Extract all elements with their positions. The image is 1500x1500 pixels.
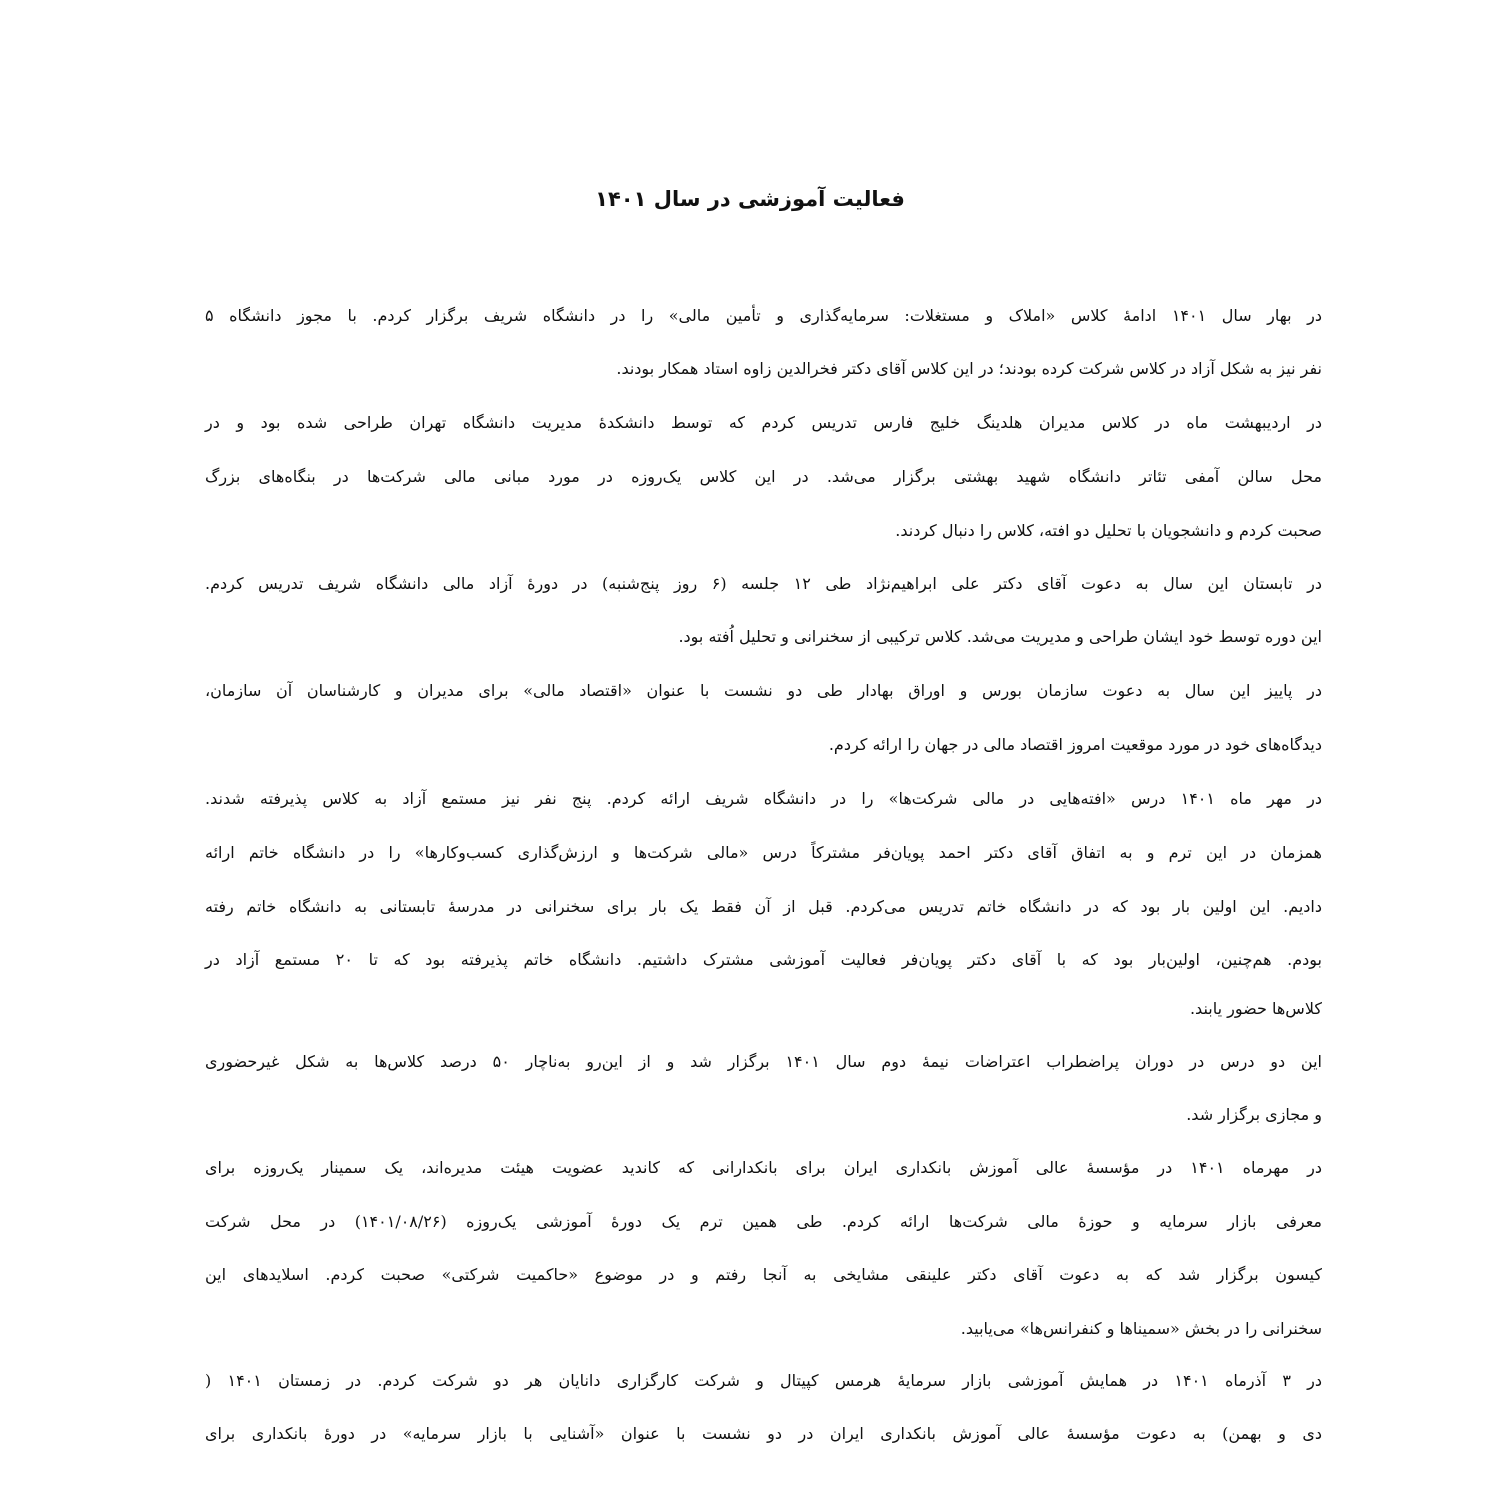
paragraph-line: در مهرماه ۱۴۰۱ در مؤسسهٔ عالی آموزش بانکداری ایران برای بانکدارانی که کاندید عضویت هیئت مدیره‌اند، یک سمینار یک‌روزه برای — [205, 1158, 1323, 1177]
paragraph-line: در ۳ آذرماه ۱۴۰۱ در همایش آموزشی بازار سرمایهٔ هرمس کپیتال و شرکت کارگزاری دانایان هر دو شرکت کردم. در زمستان ۱۴۰۱ ( — [205, 1371, 1323, 1390]
paragraph-line: دادیم. این اولین بار بود که در دانشگاه خاتم تدریس می‌کردم. قبل از آن فقط یک بار برای سخنرانی در مدرسهٔ تابستانی به دانشگاه خاتم رفته — [205, 897, 1322, 916]
paragraph-line: صحبت کردم و دانشجویان با تحلیل دو افته، کلاس را دنبال کردند. — [895, 521, 1322, 540]
paragraph-line: نفر نیز به شکل آزاد در کلاس شرکت کرده بودند؛ در این کلاس آقای دکتر فخرالدین زاوه استاد همکار بودند. — [616, 359, 1322, 378]
page-title: فعالیت آموزشی در سال ۱۴۰۱ — [595, 186, 905, 211]
paragraph-line: در بهار سال ۱۴۰۱ ادامهٔ کلاس «املاک و مستغلات: سرمایه‌گذاری و تأمین مالی» را در دانشگاه شریف برگزار کردم. با مجوز دانشگاه ۵ — [205, 306, 1323, 325]
paragraph-line: محل سالن آمفی تئاتر دانشگاه شهید بهشتی برگزار می‌شد. در این کلاس یک‌روزه در مورد مبانی مالی شرکت‌ها در بنگاه‌های بزرگ — [205, 467, 1323, 486]
paragraph-line: معرفی بازار سرمایه و حوزهٔ مالی شرکت‌ها ارائه کردم. طی همین ترم یک دورهٔ آموزشی یک‌روزه (۱۴۰۱/۰۸/۲۶) در محل شرکت — [205, 1212, 1322, 1231]
paragraph-line: دیدگاه‌های خود در مورد موقعیت امروز اقتصاد مالی در جهان را ارائه کردم. — [828, 735, 1322, 754]
paragraph-line: این دو درس در دوران پراضطراب اعتراضات نیمهٔ دوم سال ۱۴۰۱ برگزار شد و از این‌رو به‌ناچار ۵۰ درصد کلاس‌ها به شکل غیرحضوری — [205, 1052, 1323, 1071]
paragraph-line: این دوره توسط خود ایشان طراحی و مدیریت می‌شد. کلاس ترکیبی از سخنرانی و تحلیل اُفته بود. — [678, 627, 1322, 646]
paragraph-line: بودم. هم‌چنین، اولین‌بار بود که با آقای دکتر پویان‌فر فعالیت آموزشی مشترک داشتیم. دانشگاه خاتم پذیرفته بود که تا ۲۰ مستمع آزاد در — [205, 950, 1322, 969]
paragraph-line: کلاس‌ها حضور یابند. — [1189, 999, 1322, 1018]
paragraph-line: در مهر ماه ۱۴۰۱ درس «افته‌هایی در مالی شرکت‌ها» را در دانشگاه شریف ارائه کردم. پنج نفر نیز مستمع آزاد به کلاس پذیرفته شدند. — [205, 789, 1322, 808]
paragraph-line: کیسون برگزار شد که به دعوت آقای دکتر علینقی مشایخی به آنجا رفتم و در موضوع «حاکمیت شرکتی» صحبت کردم. اسلایدهای این — [205, 1265, 1322, 1284]
paragraph-line: سخنرانی را در بخش «سمیناها و کنفرانس‌ها» می‌یابید. — [960, 1319, 1322, 1338]
paragraph-line: در پاییز این سال به دعوت سازمان بورس و اوراق بهادار طی دو نشست با عنوان «اقتصاد مالی» برای مدیران و کارشناسان آن سازمان، — [205, 681, 1322, 700]
paragraph-line: در اردیبهشت ماه در کلاس مدیران هلدینگ خلیج فارس تدریس کردم که توسط دانشکدهٔ مدیریت دانشگاه تهران طراحی شده بود و در — [205, 413, 1322, 432]
paragraph-line: دی و بهمن) به دعوت مؤسسهٔ عالی آموزش بانکداری ایران در دو نشست با عنوان «آشنایی با بازار سرمایه» در دورهٔ بانکداری برای — [205, 1424, 1322, 1443]
paragraph-line: همزمان در این ترم و به اتفاق آقای دکتر احمد پویان‌فر مشترکاً درس «مالی شرکت‌ها و ارزش‌گذاری کسب‌وکارها» را در دانشگاه خاتم ارائه — [205, 843, 1322, 862]
paragraph-line: در تابستان این سال به دعوت آقای دکتر علی ابراهیم‌نژاد طی ۱۲ جلسه (۶ روز پنج‌شنبه) در دورهٔ آزاد مالی دانشگاه شریف تدریس کردم. — [205, 574, 1323, 593]
paragraph-line: و مجازی برگزار شد. — [1186, 1105, 1322, 1124]
